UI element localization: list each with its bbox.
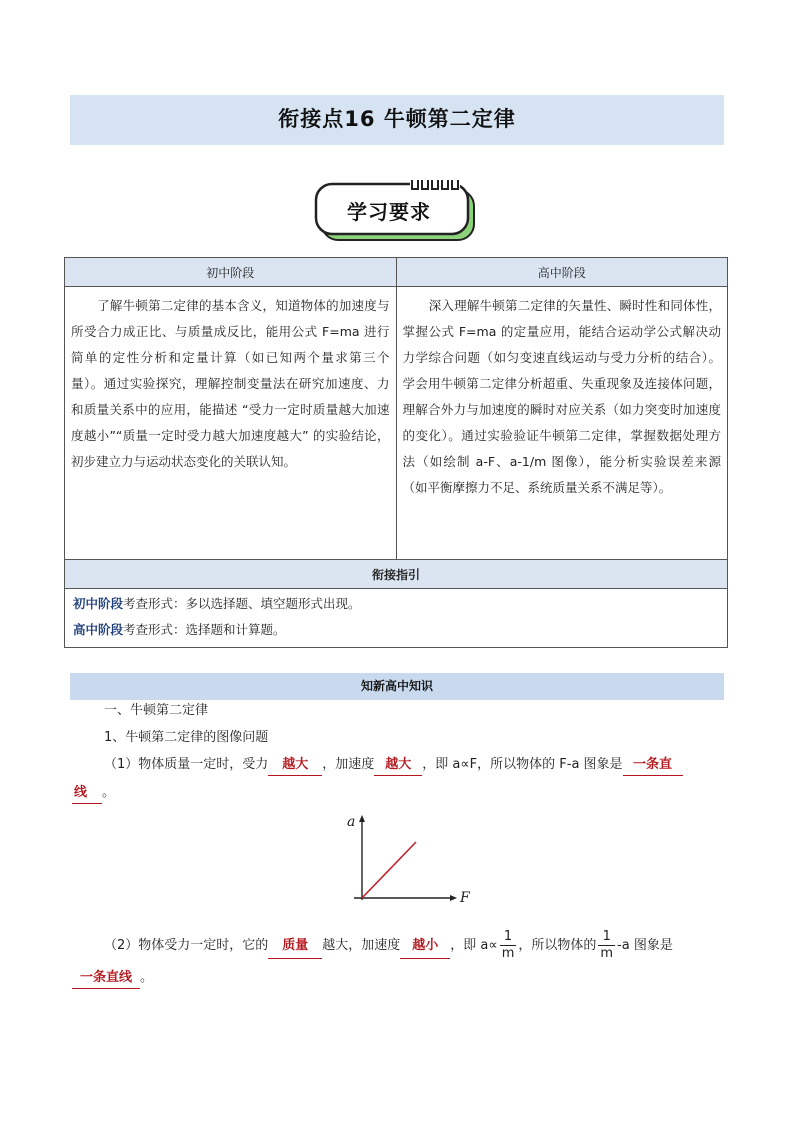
- guide-junior-row: [73, 591, 719, 617]
- guide-senior-text: 考查形式：选择题和计算题。: [123, 622, 286, 637]
- answer-blank-6: 一条直线: [72, 968, 140, 989]
- column-header-junior: 初中阶段: [65, 258, 397, 287]
- requirements-table: [64, 257, 728, 648]
- guide-junior-text: 考查形式：多以选择题、填空题形式出现。: [123, 596, 361, 611]
- guide-content: [65, 589, 728, 648]
- senior-requirements-text: 深入理解牛顿第二定律的矢量性、瞬时性和同体性，掌握公式 F=ma 的定量应用，能结合运动学公式解决动力学综合问题（如匀变速直线运动与受力分析的结合）。学会用牛顿第二定律分析超重、失重现象及连接体问题，理解合外力与加速度的瞬时对应关系（如力突变时加速度的变化）。通过实验验证牛顿第二定律，掌握数据处理方法（如绘制 a-F、a-1/m 图像），能分析实验误差来源（如平衡摩擦力不足、系统质量关系不满足等）。: [396, 287, 728, 560]
- x-axis-label: F: [460, 890, 470, 906]
- paragraph-2-line-2: 一条直线 。: [72, 968, 153, 989]
- paragraph-2-line-1: （2）物体受力一定时，它的 质量 越大，加速度 越小 ，即 a∝ $\frac{1}{m}$ ，所以物体的 $\frac{1}{m}$ -a 图象是: [104, 929, 673, 961]
- answer-blank-5: 越小: [400, 934, 450, 959]
- title-banner: [70, 95, 724, 145]
- guide-senior-stage: 高中阶段: [73, 622, 124, 637]
- a-f-graph: [344, 812, 474, 907]
- column-header-senior: 高中阶段: [396, 258, 728, 287]
- fraction-one-over-m: $\frac{1}{m}$: [501, 929, 515, 961]
- proportional-line: [362, 842, 416, 898]
- paragraph-1-line-2: 线 。: [72, 783, 115, 804]
- section-header: 知新高中知识: [70, 673, 724, 700]
- heading-newton-second-law: 一、牛顿第二定律: [104, 703, 209, 718]
- junior-requirements-text: 了解牛顿第二定律的基本含义，知道物体的加速度与所受合力成正比、与质量成反比，能用公式 F=ma 进行简单的定性分析和定量计算（如已知两个量求第三个量）。通过实验探究，理解控制变量法在研究加速度、力和质量关系中的应用，能描述 “受力一定时质量越大加速度越小”“质量一定时受力越大加速度越大” 的实验结论，初步建立力与运动状态变化的关联认知。: [65, 287, 397, 560]
- badge-label: 学习要求: [347, 200, 431, 224]
- x-axis-arrow-icon: [450, 895, 457, 901]
- answer-blank-4: 质量: [268, 934, 322, 959]
- answer-blank-2: 越大: [374, 755, 422, 776]
- answer-blank-3a: 一条直: [623, 755, 683, 776]
- fraction-one-over-m-2: $\frac{1}{m}$: [600, 929, 614, 961]
- guide-junior-stage: 初中阶段: [73, 596, 124, 611]
- answer-blank-3b: 线: [72, 783, 102, 804]
- guide-header: 衔接指引: [65, 560, 728, 589]
- guide-senior-row: [73, 617, 719, 643]
- page-title: 衔接点16 牛顿第二定律: [278, 107, 516, 131]
- subheading-graph-problems: 1、牛顿第二定律的图像问题: [104, 730, 269, 745]
- paragraph-1-line-1: （1）物体质量一定时，受力 越大 ，加速度 越大 ，即 a∝F，所以物体的 F-a 图象是 一条直: [104, 755, 683, 776]
- answer-blank-1: 越大: [268, 755, 322, 776]
- study-requirements-badge: [314, 180, 478, 244]
- y-axis-label: a: [347, 814, 356, 830]
- y-axis-arrow-icon: [359, 815, 365, 822]
